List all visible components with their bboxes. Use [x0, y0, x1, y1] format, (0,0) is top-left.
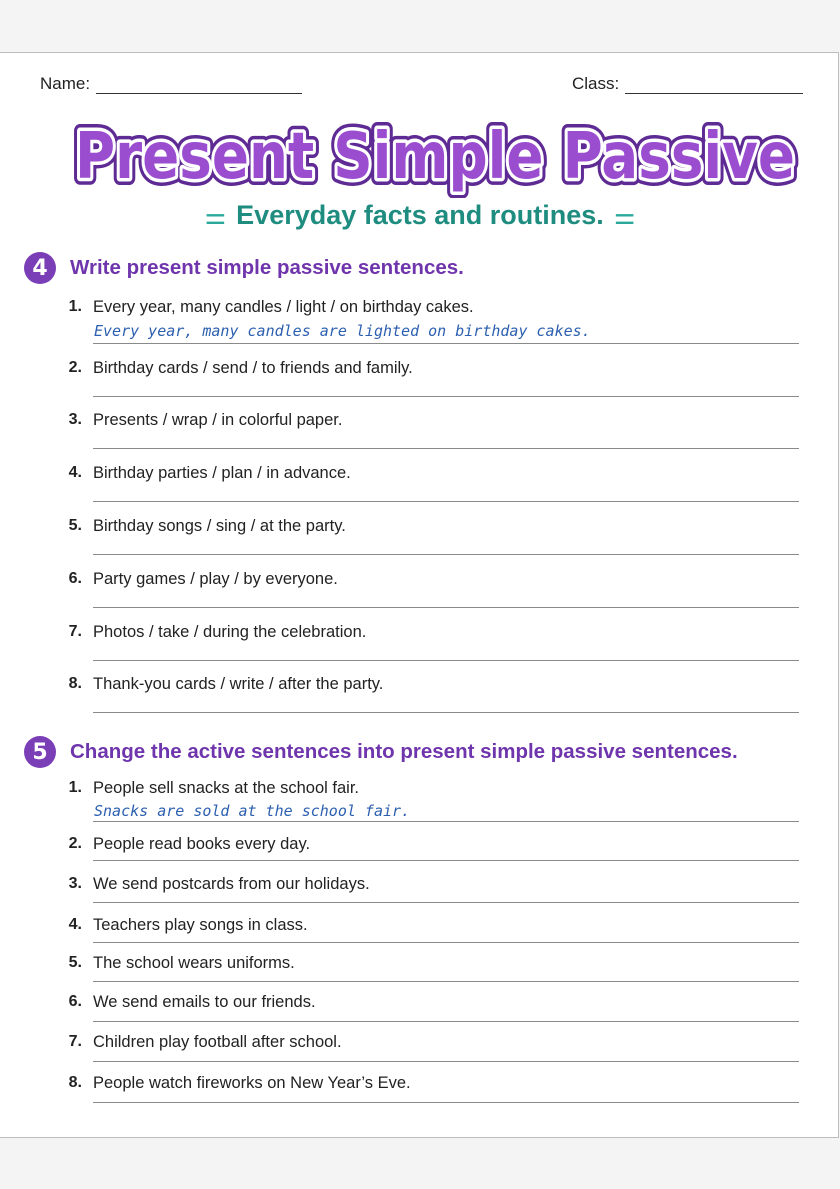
item-prompt: Party games / play / by everyone.: [93, 570, 338, 588]
answer-line[interactable]: [93, 607, 799, 608]
answer-line[interactable]: [93, 396, 799, 397]
answer-line[interactable]: [93, 1021, 799, 1022]
section-5-title: Change the active sentences into present simple passive sentences.: [70, 740, 738, 763]
answer-line[interactable]: [93, 448, 799, 449]
item-answer: Every year, many candles are lighted on birthday cakes.: [94, 322, 591, 340]
answer-line[interactable]: [93, 860, 799, 861]
item-number: 2.: [68, 359, 82, 376]
answer-line[interactable]: [93, 660, 799, 661]
item-number: 4.: [68, 464, 82, 481]
section-5-heading: [24, 735, 738, 769]
sparkle-left-icon: ⚌: [204, 203, 227, 230]
item-prompt: Thank-you cards / write / after the party.: [93, 675, 384, 693]
item-number: 5.: [68, 954, 82, 971]
item-number: 4.: [68, 916, 82, 933]
item-prompt: Birthday cards / send / to friends and family.: [93, 359, 413, 377]
item-answer: Snacks are sold at the school fair.: [94, 802, 411, 820]
item-prompt: Children play football after school.: [93, 1033, 342, 1051]
answer-line[interactable]: [93, 1061, 799, 1062]
item-number: 7.: [68, 623, 82, 640]
item-prompt: We send emails to our friends.: [93, 993, 316, 1011]
section-4-heading: [24, 251, 464, 285]
sparkle-right-icon: ⚌: [613, 203, 636, 230]
answer-line[interactable]: [93, 554, 799, 555]
item-prompt: Every year, many candles / light / on birthday cakes.: [93, 298, 474, 316]
answer-line[interactable]: [93, 821, 799, 822]
page-title-outline: Present Simple Passive: [75, 120, 795, 194]
subtitle-text: Everyday facts and routines.: [236, 200, 604, 230]
item-prompt: People watch fireworks on New Year’s Eve.: [93, 1074, 411, 1092]
item-prompt: Photos / take / during the celebration.: [93, 623, 367, 641]
item-number: 1.: [68, 779, 82, 796]
item-prompt: Teachers play songs in class.: [93, 916, 308, 934]
item-prompt: We send postcards from our holidays.: [93, 875, 370, 893]
name-field: [40, 74, 302, 94]
item-number: 2.: [68, 835, 82, 852]
section-4-badge: 4: [24, 252, 56, 284]
page-title-fill: Present Simple Passive: [75, 120, 795, 194]
item-number: 3.: [68, 411, 82, 428]
subtitle: [0, 200, 840, 231]
name-input-line[interactable]: [96, 77, 302, 94]
answer-line[interactable]: [93, 942, 799, 943]
class-input-line[interactable]: [625, 77, 803, 94]
item-prompt: People sell snacks at the school fair.: [93, 779, 359, 797]
class-field: [572, 74, 803, 94]
item-number: 8.: [68, 675, 82, 692]
answer-line[interactable]: [93, 902, 799, 903]
section-4-title: Write present simple passive sentences.: [70, 256, 464, 279]
item-prompt: People read books every day.: [93, 835, 311, 853]
item-prompt: Birthday parties / plan / in advance.: [93, 464, 351, 482]
item-prompt: Birthday songs / sing / at the party.: [93, 517, 346, 535]
answer-line[interactable]: [93, 712, 799, 713]
answer-line[interactable]: [93, 343, 799, 344]
page-title: [60, 104, 810, 198]
answer-line[interactable]: [93, 1102, 799, 1103]
answer-line[interactable]: [93, 981, 799, 982]
page-title-halo: Present Simple Passive: [75, 120, 795, 194]
name-label: Name:: [40, 74, 91, 93]
item-number: 6.: [68, 993, 82, 1010]
item-prompt: Presents / wrap / in colorful paper.: [93, 411, 343, 429]
answer-line[interactable]: [93, 501, 799, 502]
section-5-badge: 5: [24, 736, 56, 768]
item-number: 5.: [68, 517, 82, 534]
item-number: 1.: [68, 298, 82, 315]
item-number: 3.: [68, 875, 82, 892]
item-number: 7.: [68, 1033, 82, 1050]
class-label: Class:: [572, 74, 620, 93]
item-prompt: The school wears uniforms.: [93, 954, 295, 972]
item-number: 6.: [68, 570, 82, 587]
item-number: 8.: [68, 1074, 82, 1091]
